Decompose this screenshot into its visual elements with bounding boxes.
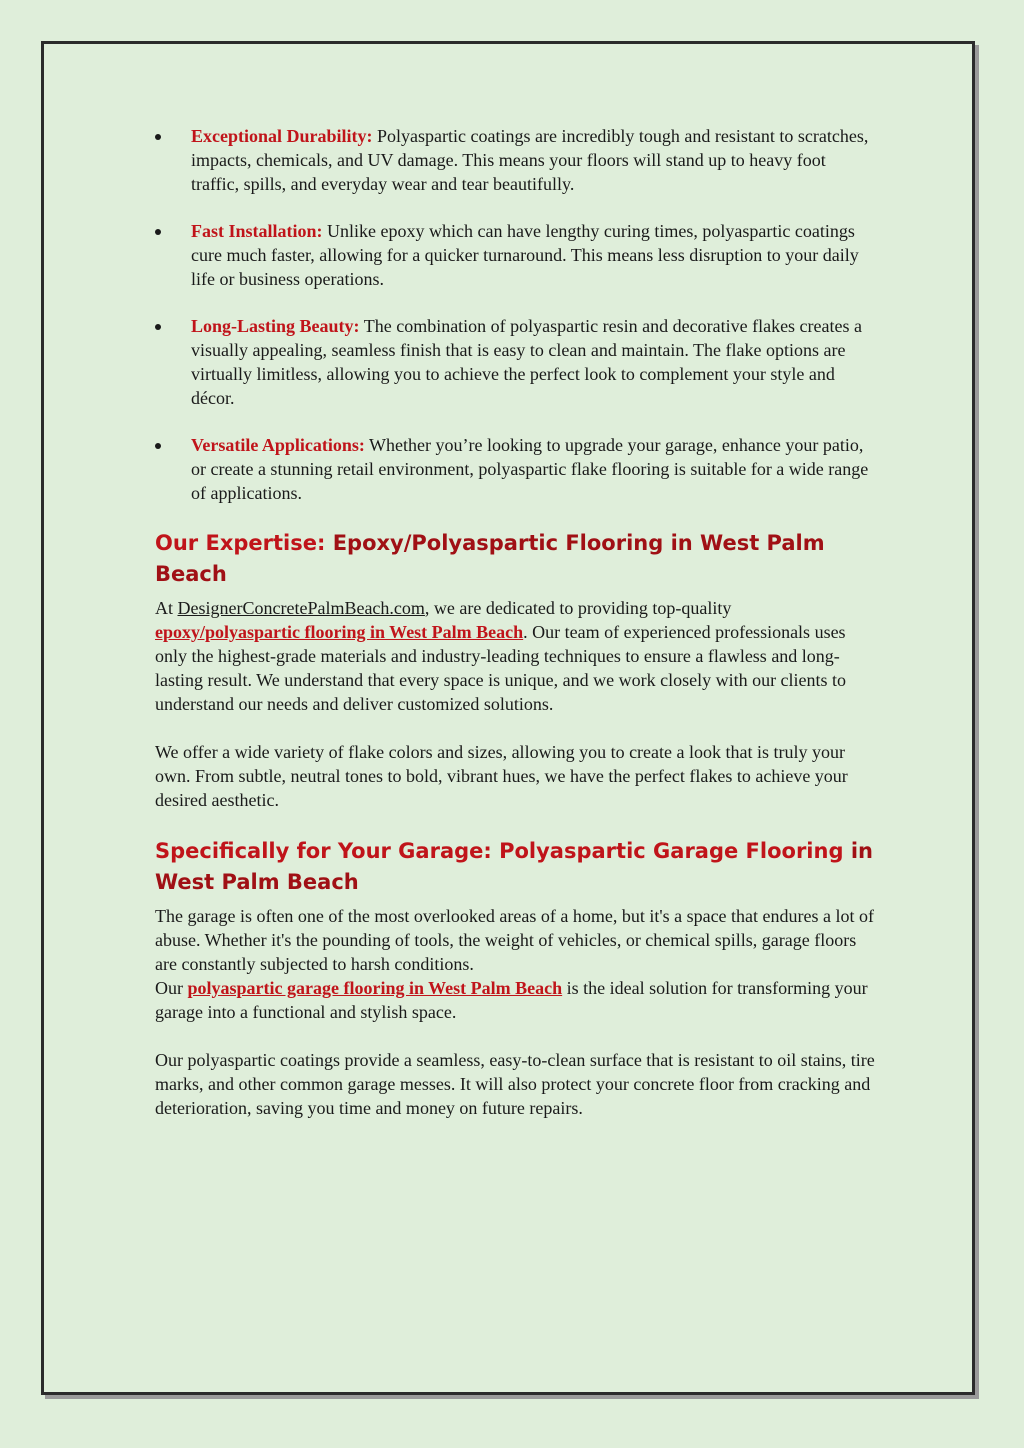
text-span: Our [155, 978, 188, 998]
garage-heading-tail: in West Palm Beach [155, 839, 873, 894]
garage-heading-lead: Specifically for Your Garage: Polyaspartic Garage Flooring [155, 839, 851, 863]
list-item [155, 124, 875, 196]
bullet-icon [155, 324, 161, 330]
bullet-term: Versatile Applications: [191, 435, 365, 455]
bullet-icon [155, 134, 161, 140]
text-span: , we are dedicated to providing top-quality [424, 598, 732, 618]
bullet-text: Whether you’re looking to upgrade your garage, enhance your patio, or create a stunning retail environment, polyaspartic flake flooring is suitable for a wide range of applications. [191, 435, 869, 503]
benefits-list [155, 124, 875, 505]
document-content [155, 124, 875, 1144]
garage-paragraph-2: Our polyaspartic coatings provide a seamless, easy-to-clean surface that is resistant to oil stains, tire marks, and other common garage messes. It will also protect your concrete floor from cracking and deterioration, saving you time and money on future repairs. [155, 1050, 875, 1118]
list-item [155, 219, 875, 291]
garage-heading [155, 836, 875, 898]
bullet-text: The combination of polyaspartic resin and decorative flakes creates a visually appealing, seamless finish that is easy to clean and maintain. The flake options are virtually limitless, allowing you to achieve the perfect look to complement your style and décor. [191, 316, 863, 408]
expertise-paragraph-1 [155, 596, 875, 716]
site-link[interactable]: DesignerConcretePalmBeach.com [177, 598, 425, 618]
text-span: The garage is often one of the most overlooked areas of a home, but it's a space that endures a lot of abuse. Whether it's the pounding of tools, the weight of vehicles, or chemical spills, garage floors are constantly subjected to harsh conditions. [155, 906, 874, 974]
bullet-text: Unlike epoxy which can have lengthy curing times, polyaspartic coatings cure much faster, allowing for a quicker turnaround. This means less disruption to your daily life or business operations. [191, 221, 859, 289]
expertise-heading-main: Epoxy/Polyaspartic Flooring in West Palm Beach [155, 531, 825, 586]
text-span: is the ideal solution for transforming your garage into a functional and stylish space. [155, 978, 868, 1022]
bullet-icon [155, 443, 161, 449]
bullet-text: Polyaspartic coatings are incredibly tough and resistant to scratches, impacts, chemicals, and UV damage. This means your floors will stand up to heavy foot traffic, spills, and everyday wear and tear beautifully. [191, 126, 869, 194]
list-item [155, 433, 875, 505]
expertise-heading [155, 528, 875, 590]
epoxy-flooring-link[interactable]: epoxy/polyaspartic flooring in West Palm Beach [155, 622, 524, 642]
expertise-heading-lead: Our Expertise: [155, 531, 333, 555]
bullet-term: Fast Installation: [191, 221, 323, 241]
garage-flooring-link[interactable]: polyaspartic garage flooring in West Palm Beach [187, 978, 563, 998]
bullet-icon [155, 229, 161, 235]
bullet-term: Long-Lasting Beauty: [191, 316, 360, 336]
garage-paragraph-1 [155, 904, 875, 1024]
bullet-term: Exceptional Durability: [191, 126, 373, 146]
text-span: At [155, 598, 178, 618]
text-span: . Our team of experienced professionals uses only the highest-grade materials and industry-leading techniques to ensure a flawless and long-lasting result. We understand that every space is unique, and we work closely with our clients to understand our needs and deliver customized solutions. [155, 622, 847, 714]
list-item [155, 314, 875, 410]
expertise-paragraph-2: We offer a wide variety of flake colors and sizes, allowing you to create a look that is truly your own. From subtle, neutral tones to bold, vibrant hues, we have the perfect flakes to achieve your desired aesthetic. [155, 742, 848, 810]
